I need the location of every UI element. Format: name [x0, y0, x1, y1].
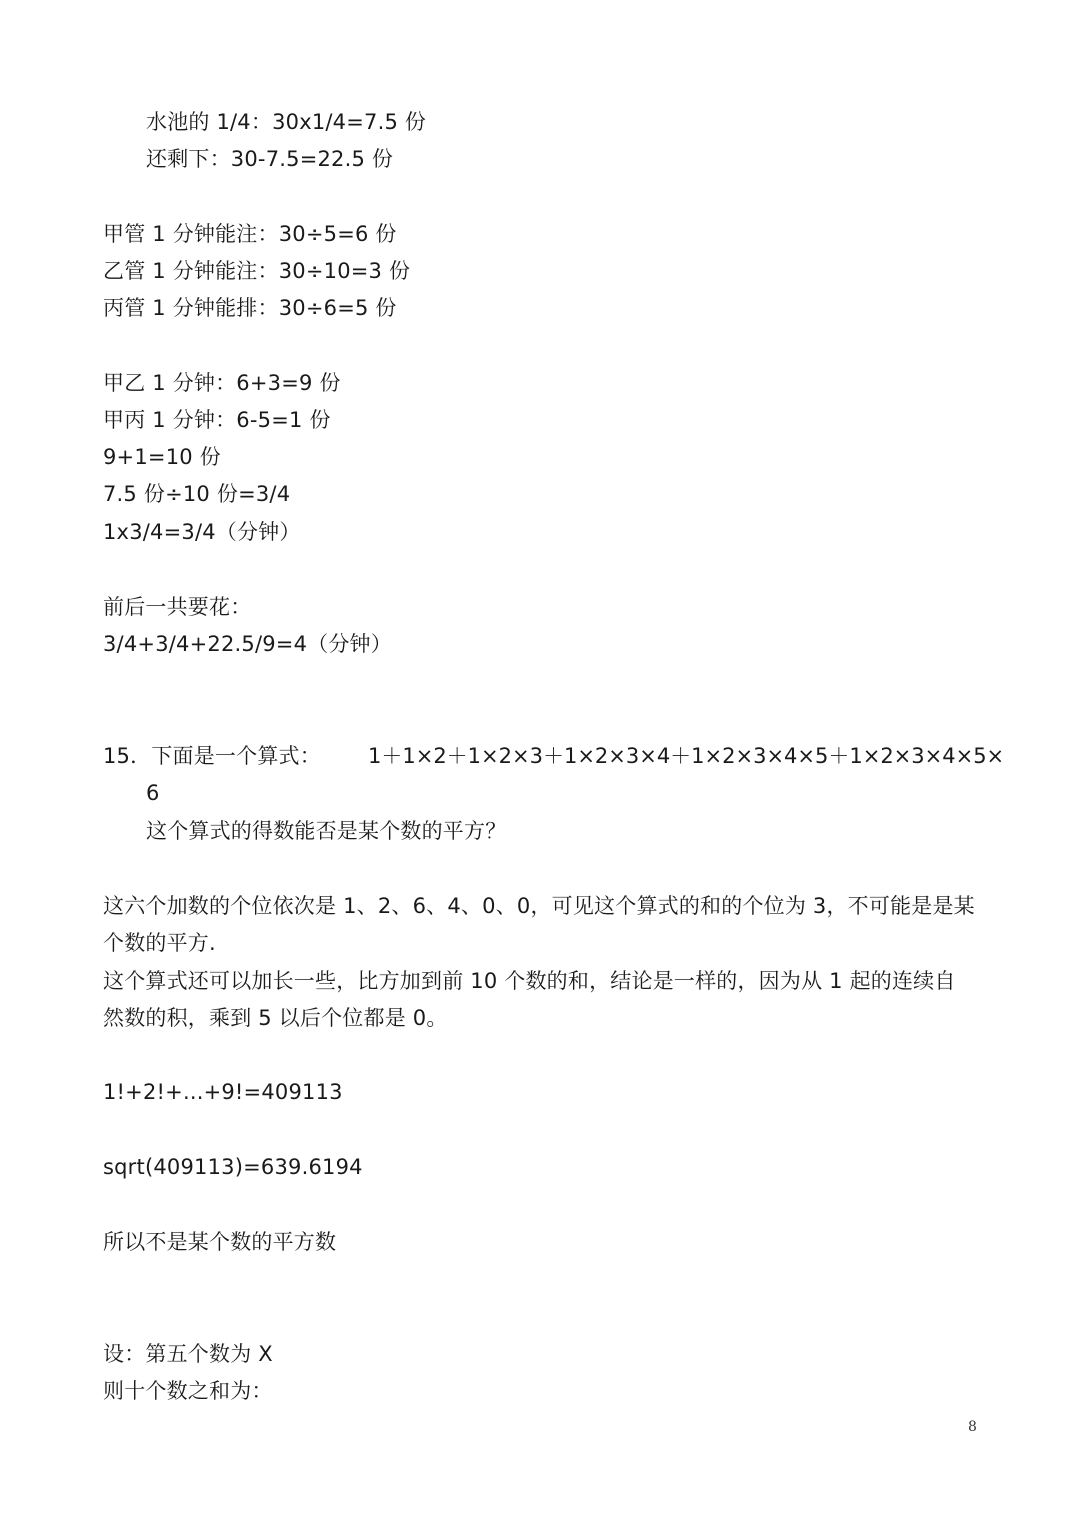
text-line-sum-parts: 9+1=10 份: [103, 445, 221, 469]
text-line-total-value: 3/4+3/4+22.5/9=4（分钟）: [103, 632, 392, 656]
text-line-sum-of-ten: 则十个数之和为：: [103, 1379, 273, 1403]
question-15-formula-tail: 6: [146, 781, 160, 805]
text-line-ratio: 7.5 份÷10 份=3/4: [103, 482, 291, 506]
question-15-formula: 1＋1×2＋1×2×3＋1×2×3×4＋1×2×3×4×5＋1×2×3×4×5×: [368, 744, 1005, 768]
answer-paragraph-1-line-2: 个数的平方.: [103, 931, 216, 955]
text-line-remaining: 还剩下：30-7.5=22.5 份: [146, 147, 394, 171]
answer-paragraph-2-line-1: 这个算式还可以加长一些，比方加到前 10 个数的和，结论是一样的，因为从 1 起的连续自: [103, 969, 956, 993]
question-15-prompt: 这个算式的得数能否是某个数的平方？: [146, 819, 507, 843]
answer-paragraph-1-line-1: 这六个加数的个位依次是 1、2、6、4、0、0，可见这个算式的和的个位为 3，不可能是是某: [103, 894, 975, 918]
text-line-pipe-c: 丙管 1 分钟能排：30÷6=5 份: [103, 296, 397, 320]
text-line-pool-quarter: 水池的 1/4：30x1/4=7.5 份: [146, 110, 427, 134]
text-line-let-x: 设：第五个数为 X: [103, 1342, 273, 1366]
text-line-pipe-a: 甲管 1 分钟能注：30÷5=6 份: [103, 222, 397, 246]
text-line-time-first: 1x3/4=3/4（分钟）: [103, 520, 301, 544]
question-15-heading: 15．下面是一个算式：: [103, 744, 321, 768]
text-line-total-label: 前后一共要花：: [103, 595, 252, 619]
text-line-conclusion: 所以不是某个数的平方数: [103, 1230, 337, 1254]
text-line-factorial-sum: 1!+2!+...+9!=409113: [103, 1080, 343, 1104]
text-line-pipe-b: 乙管 1 分钟能注：30÷10=3 份: [103, 259, 411, 283]
answer-paragraph-2-line-2: 然数的积，乘到 5 以后个位都是 0。: [103, 1006, 448, 1030]
page-number: 8: [968, 1419, 977, 1435]
text-line-ac-minute: 甲丙 1 分钟：6-5=1 份: [103, 408, 331, 432]
text-line-sqrt: sqrt(409113)=639.6194: [103, 1155, 363, 1179]
text-line-ab-minute: 甲乙 1 分钟：6+3=9 份: [103, 371, 341, 395]
